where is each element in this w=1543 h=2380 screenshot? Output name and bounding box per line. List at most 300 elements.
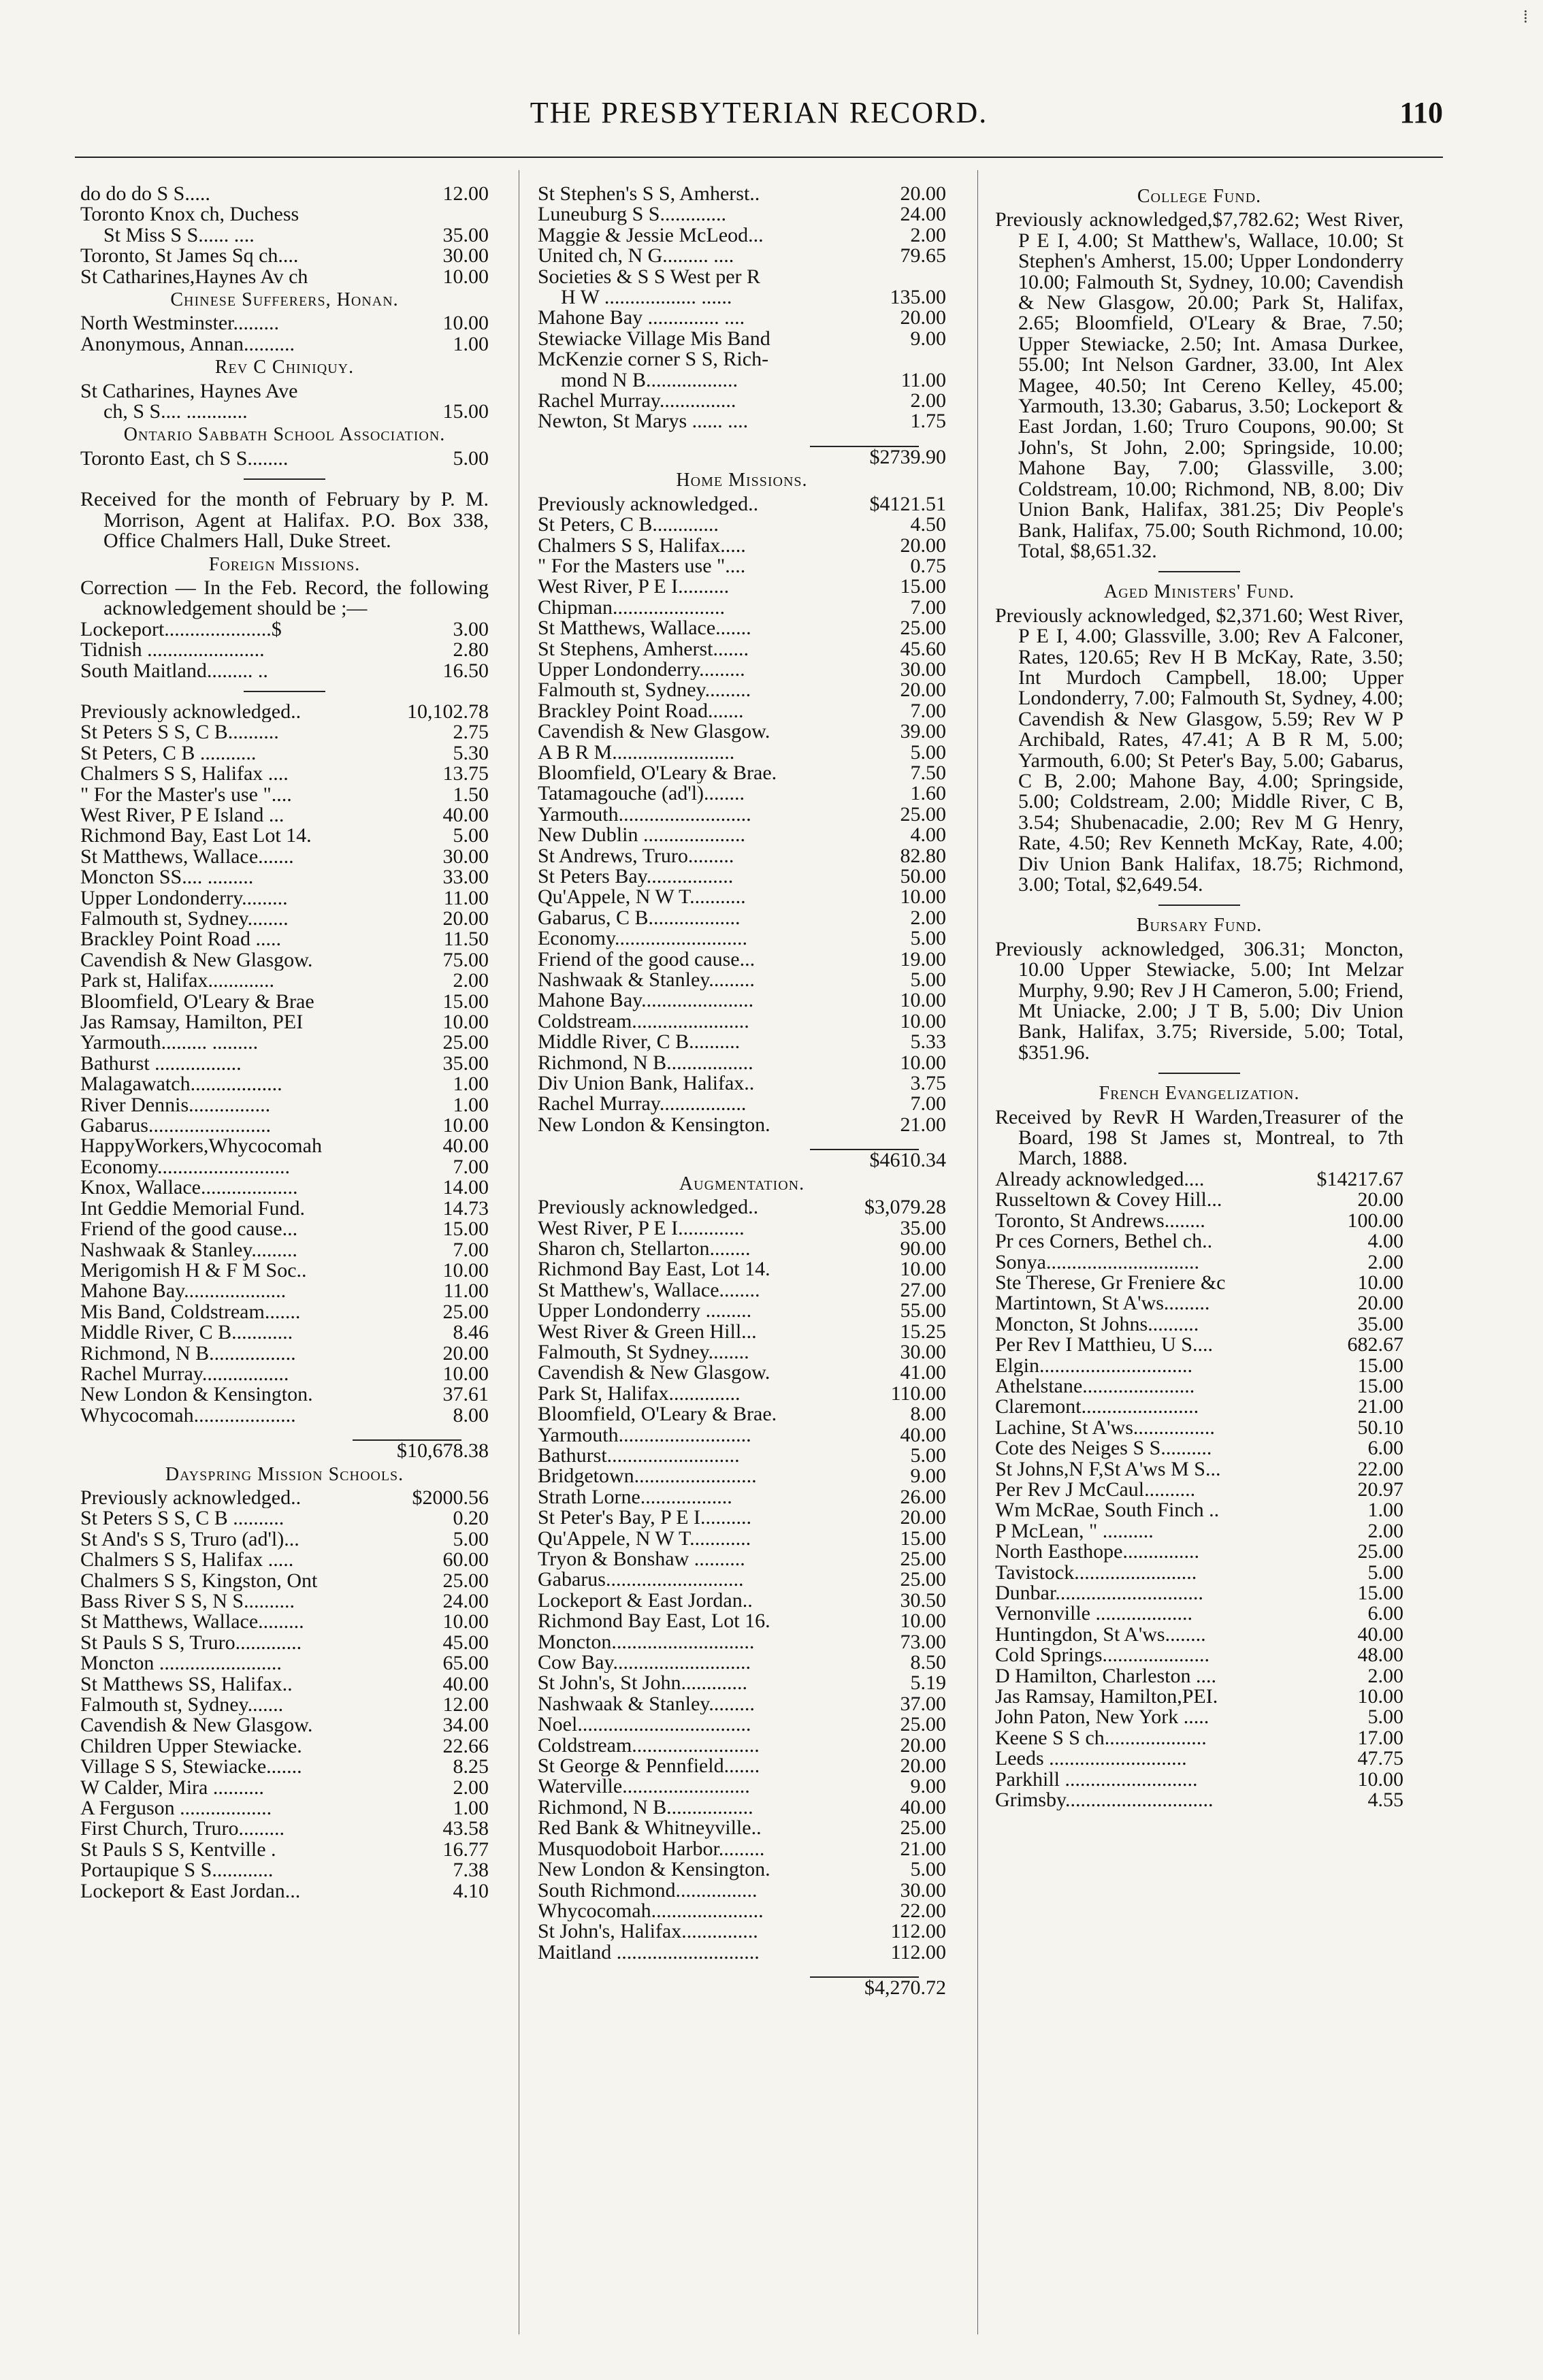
entry-amount: 45.60 bbox=[900, 637, 946, 660]
ledger-row bbox=[80, 1860, 489, 1880]
entry-amount: 25.00 bbox=[900, 1816, 946, 1840]
entry-amount: 110.00 bbox=[890, 1382, 946, 1405]
entry-label: St Peters, C B ........... bbox=[80, 743, 257, 764]
entry-amount: 25.00 bbox=[900, 802, 946, 826]
entry-amount: 112.00 bbox=[890, 1940, 946, 1963]
entry-label: H W .................. ...... bbox=[561, 287, 732, 308]
ledger-row bbox=[80, 334, 489, 355]
entry-amount: 1.00 bbox=[453, 1797, 489, 1820]
entry-label: Moncton, St Johns.......... bbox=[995, 1314, 1199, 1335]
ledger-row bbox=[538, 639, 946, 659]
ledger-row bbox=[80, 619, 489, 640]
ledger-row bbox=[538, 1611, 946, 1631]
ledger-row bbox=[80, 1095, 489, 1115]
entry-amount: 10,102.78 bbox=[407, 700, 489, 723]
ledger-row bbox=[80, 764, 489, 784]
entry-amount: 2.00 bbox=[910, 389, 946, 412]
section-heading: Aged Ministers' Fund. bbox=[1104, 581, 1295, 603]
ledger-row bbox=[995, 1314, 1403, 1335]
ledger-row bbox=[538, 308, 946, 328]
section-heading: Dayspring Mission Schools. bbox=[165, 1463, 404, 1485]
entry-label: Richmond Bay East, Lot 14. bbox=[538, 1259, 770, 1280]
ledger-row bbox=[80, 1550, 489, 1570]
entry-label: ch, S S.... ............ bbox=[103, 402, 248, 423]
page-title: THE PRESBYTERIAN RECORD. bbox=[530, 96, 988, 129]
entry-amount: 15.00 bbox=[442, 400, 489, 423]
received-paragraph: Received for the month of February by P. M. Morrison, Agent at Halifax. P.O. Box 338, Office Chalmers Hall, Duke Street. bbox=[80, 488, 489, 553]
entry-amount: 22.00 bbox=[900, 1899, 946, 1922]
entry-amount: 8.50 bbox=[910, 1651, 946, 1674]
entry-label: St Matthews, Wallace....... bbox=[80, 846, 294, 868]
entry-label: Toronto, St Andrews........ bbox=[995, 1210, 1205, 1232]
ledger-row bbox=[995, 1645, 1403, 1665]
ledger-row bbox=[80, 929, 489, 949]
entry-amount: 135.00 bbox=[890, 286, 946, 309]
entry-amount: 10.00 bbox=[900, 885, 946, 909]
entry-label: South Richmond................ bbox=[538, 1880, 758, 1901]
entry-label: St Matthew's, Wallace........ bbox=[538, 1279, 760, 1301]
entry-amount: 8.00 bbox=[910, 1403, 946, 1426]
ledger-row bbox=[80, 785, 489, 805]
entry-label: St George & Pennfield....... bbox=[538, 1756, 760, 1777]
entry-amount: 7.00 bbox=[453, 1238, 489, 1261]
ledger-row bbox=[995, 1521, 1403, 1542]
ledger-row bbox=[80, 1633, 489, 1653]
entry-label: Gabarus........................... bbox=[538, 1569, 744, 1591]
entry-label: Richmond, N B................. bbox=[80, 1343, 296, 1364]
entry-amount: 112.00 bbox=[890, 1920, 946, 1943]
ledger-row bbox=[538, 1673, 946, 1693]
entry-label: Moncton ........................ bbox=[80, 1653, 282, 1674]
ledger-row bbox=[80, 1405, 489, 1426]
ledger-row bbox=[995, 1459, 1403, 1480]
entry-label: Huntingdon, St A'ws........ bbox=[995, 1624, 1206, 1646]
entry-label: Waterville......................... bbox=[538, 1776, 750, 1797]
page-header bbox=[75, 95, 1443, 143]
entry-label: Mis Band, Coldstream....... bbox=[80, 1301, 301, 1323]
ledger-row bbox=[538, 536, 946, 556]
entry-label: " For the Masters use ".... bbox=[538, 555, 746, 577]
ledger-row bbox=[995, 1335, 1403, 1355]
entry-label: Chalmers S S, Halifax ..... bbox=[80, 1550, 294, 1571]
entry-label: Nashwaak & Stanley......... bbox=[538, 970, 755, 991]
ledger-row bbox=[538, 1280, 946, 1301]
entry-amount: 1.00 bbox=[453, 1073, 489, 1096]
entry-label: Toronto Knox ch, Duchess bbox=[80, 204, 299, 225]
entry-amount: 16.50 bbox=[442, 659, 489, 682]
entry-amount: 26.00 bbox=[900, 1485, 946, 1508]
ledger-row bbox=[80, 446, 489, 470]
entry-label: Middle River, C B............ bbox=[80, 1322, 293, 1343]
section-heading: Augmentation. bbox=[679, 1173, 805, 1194]
ledger-row bbox=[80, 1612, 489, 1632]
entry-label: mond N B.................. bbox=[561, 370, 738, 391]
entry-amount: 2.80 bbox=[453, 638, 489, 662]
ledger-row bbox=[80, 1798, 489, 1819]
entry-label: Toronto, St James Sq ch.... bbox=[80, 246, 299, 267]
ledger-row bbox=[538, 618, 946, 638]
entry-amount: 15.00 bbox=[442, 990, 489, 1013]
entry-label: St Peters, C B............. bbox=[538, 515, 719, 536]
ledger-row bbox=[995, 1376, 1403, 1397]
ledger-row bbox=[995, 1666, 1403, 1686]
entry-label: St Matthews SS, Halifax.. bbox=[80, 1674, 293, 1695]
entry-label: Bloomfield, O'Leary & Brae. bbox=[538, 762, 777, 784]
entry-label: Upper Londonderry......... bbox=[538, 659, 745, 681]
ledger-row bbox=[995, 1438, 1403, 1458]
entry-label: Elgin.............................. bbox=[995, 1355, 1192, 1376]
entry-amount: 11.00 bbox=[443, 1279, 489, 1303]
entry-label: Nashwaak & Stanley......... bbox=[538, 1693, 755, 1715]
ledger-row bbox=[538, 1011, 946, 1032]
ledger-list bbox=[538, 494, 946, 1136]
entry-label: Mahone Bay.................... bbox=[80, 1281, 287, 1302]
entry-amount: 50.00 bbox=[900, 865, 946, 887]
ledger-row bbox=[995, 1169, 1403, 1190]
entry-amount: 30.00 bbox=[442, 845, 489, 868]
entry-amount: 7.50 bbox=[910, 761, 946, 784]
section-total: $2739.90 bbox=[869, 445, 946, 468]
ledger-row bbox=[538, 204, 946, 225]
ledger-row bbox=[538, 411, 946, 431]
ledger-row bbox=[80, 1012, 489, 1032]
entry-label: First Church, Truro......... bbox=[80, 1819, 285, 1840]
ledger-row bbox=[80, 1302, 489, 1322]
separator-rule bbox=[1158, 571, 1240, 572]
ledger-row bbox=[995, 1625, 1403, 1645]
entry-label: Cold Springs..................... bbox=[995, 1645, 1210, 1666]
entry-amount: 5.33 bbox=[910, 1030, 946, 1054]
entry-amount: 8.00 bbox=[453, 1403, 489, 1427]
entry-label: Stewiacke Village Mis Band bbox=[538, 328, 770, 350]
ledger-row bbox=[995, 1397, 1403, 1417]
entry-label: W Calder, Mira .......... bbox=[80, 1777, 264, 1799]
ledger-row bbox=[995, 1603, 1403, 1624]
entry-label: St Pauls S S, Kentville . bbox=[80, 1839, 276, 1861]
entry-label: North Easthope............... bbox=[995, 1542, 1199, 1563]
section-total: $10,678.38 bbox=[397, 1439, 489, 1463]
ledger-row bbox=[538, 1756, 946, 1776]
ledger-row bbox=[995, 1190, 1403, 1210]
ledger-row bbox=[538, 576, 946, 597]
entry-amount: 2.00 bbox=[1367, 1664, 1403, 1687]
entry-label: St Matthews, Wallace....... bbox=[538, 618, 751, 639]
entry-label: St Peter's Bay, P E I.......... bbox=[538, 1507, 752, 1529]
entry-amount: 25.00 bbox=[442, 1031, 489, 1054]
ledger-row bbox=[538, 1839, 946, 1859]
ledger-row bbox=[538, 846, 946, 866]
ledger-row bbox=[538, 184, 946, 204]
ledger-row bbox=[538, 1942, 946, 1963]
entry-label: St Stephens, Amherst....... bbox=[538, 638, 749, 659]
entry-label: Maggie & Jessie McLeod... bbox=[538, 225, 764, 246]
ledger-row bbox=[538, 329, 946, 349]
ledger-row bbox=[538, 949, 946, 970]
entry-amount: 20.00 bbox=[900, 1733, 946, 1757]
entry-amount: 25.00 bbox=[1357, 1540, 1403, 1563]
ledger-row bbox=[80, 702, 489, 722]
entry-amount: 15.00 bbox=[1357, 1374, 1403, 1397]
entry-amount: 5.00 bbox=[910, 927, 946, 950]
ledger-row bbox=[80, 1881, 489, 1902]
entry-label: Russeltown & Covey Hill... bbox=[995, 1190, 1222, 1211]
entry-label: Bass River S S, N S.......... bbox=[80, 1591, 295, 1612]
entry-label: Gabarus........................ bbox=[80, 1115, 271, 1137]
entry-label: Richmond, N B................. bbox=[538, 1052, 753, 1074]
entry-label: Previously acknowledged.. bbox=[80, 1487, 302, 1509]
entry-label: St Andrews, Truro......... bbox=[538, 845, 734, 866]
entry-label: Previously acknowledged.. bbox=[538, 1197, 759, 1218]
ledger-row bbox=[538, 1053, 946, 1073]
entry-label: Rachel Murray................. bbox=[538, 1094, 747, 1115]
entry-label: Moncton SS.... ......... bbox=[80, 867, 254, 888]
ledger-row bbox=[538, 783, 946, 804]
ledger-row bbox=[80, 1343, 489, 1364]
college-paragraph: Previously acknowledged,$7,782.62; West River, P E I, 4.00; St Matthew's, Wallace, 10.00; St Stephen's Amherst, 15.00; Upper Londonderry 10.00; Falmouth St, Sydney, 10.00; Cavendish & New Glasgow, 20.00; Park St, Halifax, 2.65; Bloomfield, O'Leary & Brae, 7.50; Upper Stewiacke, 2.50; Int. Amasa Durkee, 55.00; Int Nelson Gardner, 33.00, Int Alex Magee, 40.50; Int Cereno Kelley, 45.00; Yarmouth, 13.30; Gabarus, 3.50; Lockeport & East Jordan, 1.60; Truro Coupons, 90.00; St John's, St John, 2.00; Springside, 10.00; Mahone Bay, 7.00; Glassville, 3.00; Coldstream, 10.00; Richmond, NB, 8.00; Div Union Bank, Halifax, 381.25; Div People's Bank, Halifax, 75.00; South Richmond, 10.00; Total, $8,651.32. bbox=[995, 208, 1403, 562]
entry-label: Sonya.............................. bbox=[995, 1252, 1199, 1273]
entry-label: McKenzie corner S S, Rich- bbox=[538, 349, 769, 370]
ledger-row bbox=[80, 381, 489, 402]
ledger-row bbox=[538, 1901, 946, 1921]
entry-label: Qu'Appele, N W T........... bbox=[538, 887, 746, 908]
entry-label: St John's, Halifax............... bbox=[538, 1921, 758, 1942]
entry-label: St Pauls S S, Truro............. bbox=[80, 1632, 302, 1654]
entry-amount: 5.00 bbox=[910, 1858, 946, 1881]
entry-label: John Paton, New York ..... bbox=[995, 1707, 1209, 1728]
entry-label: Friend of the good cause... bbox=[80, 1219, 298, 1240]
entry-label: Richmond Bay East, Lot 16. bbox=[538, 1611, 770, 1632]
ledger-row bbox=[80, 847, 489, 867]
ledger-row bbox=[995, 1563, 1403, 1583]
ledger-row bbox=[538, 721, 946, 742]
ledger-row bbox=[538, 556, 946, 576]
entry-label: Economy.......................... bbox=[538, 928, 748, 949]
entry-label: Societies & S S West per R bbox=[538, 266, 761, 288]
entry-amount: 20.00 bbox=[442, 907, 489, 930]
entry-label: Falmouth st, Sydney......... bbox=[538, 680, 751, 701]
entry-label: Sharon ch, Stellarton........ bbox=[538, 1238, 751, 1260]
entry-label: St John's, St John............. bbox=[538, 1673, 747, 1694]
ledger-row bbox=[80, 1840, 489, 1860]
entry-label: do do do S S..... bbox=[80, 184, 210, 205]
ledger-row bbox=[538, 1487, 946, 1507]
ledger-row bbox=[538, 1632, 946, 1652]
entry-label: Red Bank & Whitneyville.. bbox=[538, 1818, 762, 1839]
entry-label: Musquodoboit Harbor......... bbox=[538, 1838, 765, 1860]
entry-amount: 10.00 bbox=[442, 312, 489, 335]
ledger-row bbox=[538, 1735, 946, 1756]
entry-amount: 4.10 bbox=[453, 1879, 489, 1902]
entry-label: Qu'Appele, N W T............ bbox=[538, 1528, 751, 1549]
entry-label: Richmond, N B................. bbox=[538, 1797, 753, 1819]
entry-label: Anonymous, Annan.......... bbox=[80, 333, 295, 355]
ledger-row bbox=[538, 701, 946, 721]
entry-amount: 15.00 bbox=[900, 1527, 946, 1550]
entry-label: Village S S, Stewiacke....... bbox=[80, 1757, 302, 1778]
entry-amount: 10.00 bbox=[900, 1009, 946, 1032]
ledger-list bbox=[80, 619, 489, 681]
separator-rule bbox=[244, 691, 325, 692]
ledger-row bbox=[538, 887, 946, 907]
entry-amount: 40.00 bbox=[442, 803, 489, 826]
entry-label: Tidnish ....................... bbox=[80, 640, 265, 661]
entry-label: Park St, Halifax.............. bbox=[538, 1383, 741, 1405]
entry-amount: 4.55 bbox=[1367, 1789, 1403, 1812]
entry-label: St And's S S, Truro (ad'l)... bbox=[80, 1529, 299, 1550]
entry-label: Ste Therese, Gr Freniere &c bbox=[995, 1272, 1226, 1294]
entry-label: Per Rev I Matthieu, U S.... bbox=[995, 1335, 1213, 1356]
entry-label: Coldstream....................... bbox=[538, 1011, 749, 1032]
entry-amount: 11.00 bbox=[900, 368, 946, 391]
entry-amount: 35.00 bbox=[1357, 1312, 1403, 1335]
entry-label: Keene S S ch.................... bbox=[995, 1727, 1207, 1749]
entry-amount: 39.00 bbox=[900, 720, 946, 743]
entry-amount: 5.00 bbox=[453, 1527, 489, 1550]
entry-label: Tatamagouche (ad'l)........ bbox=[538, 783, 745, 804]
ledger-row bbox=[80, 267, 489, 287]
entry-amount: 25.00 bbox=[900, 1568, 946, 1591]
entry-amount: 12.00 bbox=[442, 182, 489, 205]
aged-paragraph: Previously acknowledged, $2,371.60; West River, P E I, 4.00; Glassville, 3.00; Rev A Falconer, Rates, 120.65; Rev H B McKay, Rate, 3.50; Int Murdoch Campbell, 18.00; Upper Londonderry, 7.00; Falmouth St, Sydney, 4.00; Cavendish & New Glasgow, 5.59; Rev W P Archibald, Rates, 47.41; A B R M, 5.00; Yarmouth, 6.00; St Peter's Bay, 5.00; Gabarus, C B, 2.00; Mahone Bay, 4.00; Springside, 5.00; Coldstream, 2.00; Middle River, C B, 3.54; Shubenacadie, 2.00; Rev M G Henry, Rate, 4.50; Rev Kenneth McKay, Rate, 4.00; Div Union Bank Halifax, 18.75; Richmond, 3.00; Total, $2,649.54. bbox=[995, 604, 1403, 896]
entry-amount: $2000.56 bbox=[412, 1486, 489, 1509]
ledger-row bbox=[995, 1686, 1403, 1707]
entry-amount: 5.00 bbox=[1367, 1561, 1403, 1584]
entry-label: Moncton............................ bbox=[538, 1631, 755, 1653]
entry-label: Merigomish H & F M Soc.. bbox=[80, 1260, 307, 1282]
entry-amount: 15.00 bbox=[1357, 1354, 1403, 1377]
ledger-row bbox=[538, 990, 946, 1011]
entry-label: Lachine, St A'ws................ bbox=[995, 1417, 1215, 1439]
entry-label: Rachel Murray................. bbox=[80, 1363, 289, 1385]
entry-amount: 2.00 bbox=[910, 223, 946, 246]
entry-label: Pr ces Corners, Bethel ch.. bbox=[995, 1231, 1213, 1252]
entry-label: HappyWorkers,Whycocomah bbox=[80, 1136, 322, 1157]
ledger-row bbox=[80, 1032, 489, 1053]
ledger-row bbox=[538, 267, 946, 287]
entry-amount: 79.65 bbox=[900, 244, 946, 267]
entry-amount: 5.00 bbox=[453, 446, 489, 470]
ledger-row bbox=[538, 370, 946, 391]
entry-amount: 5.00 bbox=[910, 1444, 946, 1467]
entry-amount: 25.00 bbox=[442, 1569, 489, 1592]
ledger-row bbox=[80, 313, 489, 333]
ledger-row bbox=[538, 1404, 946, 1424]
ledger-row bbox=[80, 1196, 489, 1220]
entry-label: West River, P E I.......... bbox=[538, 576, 730, 598]
ledger-row bbox=[80, 826, 489, 846]
ledger-list bbox=[995, 1169, 1403, 1811]
section-heading: Ontario Sabbath School Association. bbox=[123, 424, 446, 446]
ledger-row bbox=[995, 1542, 1403, 1562]
ledger-row bbox=[80, 1508, 489, 1529]
entry-amount: 7.00 bbox=[910, 596, 946, 619]
ledger-row bbox=[80, 184, 489, 204]
entry-label: New London & Kensington. bbox=[538, 1859, 770, 1880]
section-heading: Bursary Fund. bbox=[1136, 915, 1263, 936]
entry-amount: 21.00 bbox=[900, 1113, 946, 1136]
entry-label: Yarmouth.......................... bbox=[538, 804, 751, 826]
entry-amount: 10.00 bbox=[900, 1258, 946, 1281]
entry-amount: 11.50 bbox=[443, 928, 489, 951]
entry-amount: 48.00 bbox=[1357, 1644, 1403, 1667]
entry-amount: 19.00 bbox=[900, 947, 946, 971]
entry-label: Tavistock........................ bbox=[995, 1562, 1197, 1583]
ledger-row bbox=[80, 1695, 489, 1715]
entry-label: Nashwaak & Stanley......... bbox=[80, 1239, 297, 1260]
entry-amount: 1.75 bbox=[910, 410, 946, 433]
ledger-row bbox=[80, 867, 489, 887]
section-heading: Chinese Sufferers, Honan. bbox=[170, 289, 399, 311]
ledger-row bbox=[80, 1674, 489, 1695]
ledger-row bbox=[538, 598, 946, 618]
entry-label: Economy.......................... bbox=[80, 1156, 291, 1178]
entry-amount: 7.00 bbox=[453, 1155, 489, 1178]
entry-label: Park st, Halifax............. bbox=[80, 971, 274, 992]
entry-label: Friend of the good cause... bbox=[538, 949, 756, 971]
entry-amount: 20.00 bbox=[900, 182, 946, 205]
section-total: $4,270.72 bbox=[864, 1976, 946, 2000]
ledger-row bbox=[80, 1260, 489, 1281]
ledger-row bbox=[80, 246, 489, 266]
ledger-row bbox=[995, 1500, 1403, 1520]
ledger-row bbox=[80, 805, 489, 826]
entry-label: Falmouth st, Sydney....... bbox=[80, 1695, 284, 1716]
column-1 bbox=[80, 184, 489, 1902]
entry-amount: 2.00 bbox=[1367, 1250, 1403, 1273]
entry-label: Jas Ramsay, Hamilton, PEI bbox=[80, 1012, 304, 1033]
column-divider bbox=[977, 170, 978, 2334]
entry-label: St Miss S S...... .... bbox=[103, 225, 255, 246]
ledger-row bbox=[995, 1273, 1403, 1293]
entry-amount: 6.00 bbox=[1367, 1602, 1403, 1625]
entry-amount: 20.00 bbox=[900, 306, 946, 329]
entry-amount: 40.00 bbox=[1357, 1623, 1403, 1646]
ledger-row bbox=[80, 1177, 489, 1198]
ledger-row bbox=[538, 1797, 946, 1818]
entry-label: Bloomfield, O'Leary & Brae bbox=[80, 991, 314, 1013]
ledger-row bbox=[80, 722, 489, 743]
entry-label: Bridgetown........................ bbox=[538, 1466, 757, 1487]
ledger-row bbox=[538, 1921, 946, 1942]
entry-amount: 4.00 bbox=[1367, 1230, 1403, 1253]
entry-label: Vernonville ................... bbox=[995, 1603, 1192, 1625]
entry-amount: 30.00 bbox=[442, 244, 489, 267]
entry-amount: 100.00 bbox=[1347, 1209, 1403, 1232]
entry-label: A B R M........................ bbox=[538, 742, 735, 763]
entry-label: Previously acknowledged.. bbox=[538, 493, 759, 515]
ledger-row bbox=[80, 1571, 489, 1591]
ledger-row bbox=[80, 1115, 489, 1136]
entry-label: New London & Kensington. bbox=[538, 1114, 770, 1136]
ledger-row bbox=[80, 1157, 489, 1177]
ledger-row bbox=[995, 1480, 1403, 1500]
entry-amount: 16.77 bbox=[442, 1838, 489, 1861]
ledger-row bbox=[80, 640, 489, 660]
entry-amount: 35.00 bbox=[900, 1216, 946, 1239]
entry-label: Mahone Bay...................... bbox=[538, 990, 754, 1011]
entry-label: Malagawatch.................. bbox=[80, 1074, 282, 1095]
ledger-row bbox=[538, 1384, 946, 1404]
ledger-row bbox=[80, 950, 489, 971]
entry-label: Already acknowledged.... bbox=[995, 1169, 1205, 1190]
entry-amount: 40.00 bbox=[900, 1423, 946, 1446]
ledger-row bbox=[538, 908, 946, 928]
ledger-row bbox=[538, 1588, 946, 1612]
entry-amount: 10.00 bbox=[900, 1610, 946, 1633]
entry-amount: 10.00 bbox=[442, 265, 489, 288]
ledger-row bbox=[538, 804, 946, 825]
entry-amount: 6.00 bbox=[1367, 1437, 1403, 1460]
